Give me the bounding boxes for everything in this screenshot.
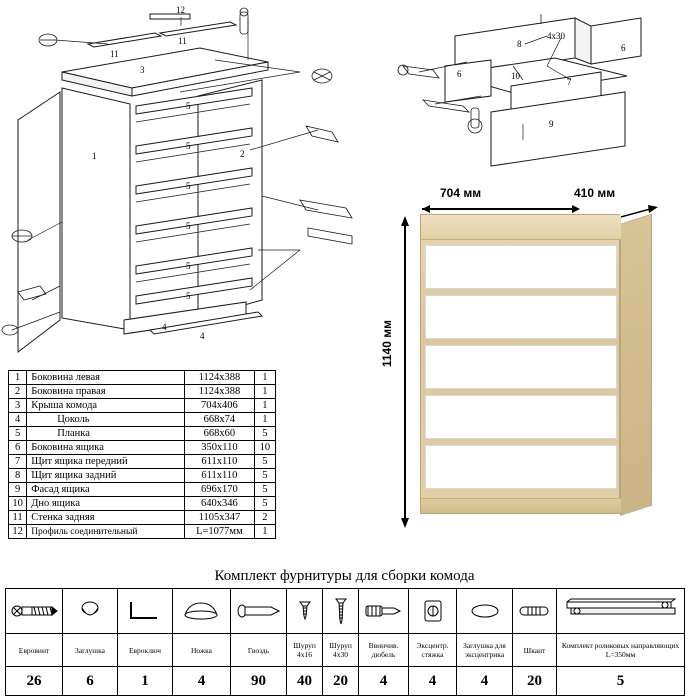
- part-dim: 1105х347: [185, 511, 255, 525]
- drawer-4[interactable]: [425, 395, 617, 439]
- hardware-qty-leg: 4: [173, 667, 231, 696]
- table-row: [9, 469, 276, 483]
- part-dim: 611х110: [185, 455, 255, 469]
- drawer-3[interactable]: [425, 345, 617, 389]
- part-no: 9: [9, 483, 27, 497]
- nail-icon-cell: [231, 589, 287, 634]
- label-5-b: 5: [186, 141, 191, 151]
- hardware-name-screw-4x16: Шуруп 4х16: [287, 634, 323, 667]
- cam-cap-icon: [468, 602, 502, 620]
- label-5-e: 5: [186, 261, 191, 271]
- hardware-qty-nail: 90: [231, 667, 287, 696]
- hardware-name-dowel-screw: Ввинчив. дюбель: [359, 634, 409, 667]
- part-qty: 1: [254, 525, 275, 539]
- part-qty: 1: [254, 385, 275, 399]
- part-no: 12: [9, 525, 27, 539]
- hardware-table: [5, 588, 685, 696]
- dowel-screw-icon-cell: [359, 589, 409, 634]
- hardware-name-cam-cap: Заглушка для эксцентрика: [457, 634, 513, 667]
- hardware-name-slide-rail: Комплект роликовых направляющих L=350мм: [557, 634, 685, 667]
- table-row: [9, 483, 276, 497]
- hardware-qty-cam-lock: 4: [409, 667, 457, 696]
- part-name: Крыша комода: [27, 399, 185, 413]
- label-4x30: 4x30: [547, 31, 565, 41]
- part-name: Щит ящика передний: [27, 455, 185, 469]
- part-qty: 5: [254, 497, 275, 511]
- hardware-quantities-row: [6, 667, 685, 696]
- part-dim: 350х110: [185, 441, 255, 455]
- part-name: Профиль соединительный: [27, 525, 185, 539]
- table-row: [9, 497, 276, 511]
- label-4-b: 4: [200, 331, 205, 341]
- allen-key-icon-cell: [118, 589, 173, 634]
- parts-list-body: [9, 371, 276, 539]
- hardware-qty-euro-screw: 26: [6, 667, 63, 696]
- parts-list-table: [8, 370, 276, 539]
- chest-top-panel: [421, 215, 621, 240]
- part-dim: 1124х388: [185, 371, 255, 385]
- carcass-line-art: [0, 0, 370, 365]
- drawer-1[interactable]: [425, 245, 617, 289]
- cap-icon: [75, 600, 105, 622]
- hardware-name-nail: Гвоздь: [231, 634, 287, 667]
- exploded-view-carcass: [0, 0, 370, 360]
- hardware-name-euro-screw: Еврoвинт: [6, 634, 63, 667]
- part-qty: 10: [254, 441, 275, 455]
- label-6-right: 6: [621, 43, 626, 53]
- label-10: 10: [511, 71, 520, 81]
- label-12: 12: [176, 5, 185, 15]
- part-name: Боковина левая: [27, 371, 185, 385]
- label-5-d: 5: [186, 221, 191, 231]
- leg-icon: [179, 599, 225, 623]
- label-3: 3: [140, 65, 145, 75]
- chest-right-side: [620, 214, 652, 516]
- table-row: [9, 385, 276, 399]
- screw-4x16-icon-cell: [287, 589, 323, 634]
- part-dim: 696х170: [185, 483, 255, 497]
- table-row: [9, 427, 276, 441]
- cam-lock-icon-cell: [409, 589, 457, 634]
- screw-4x30-icon-cell: [323, 589, 359, 634]
- drawer-2[interactable]: [425, 295, 617, 339]
- hardware-names-row: [6, 634, 685, 667]
- part-qty: 5: [254, 469, 275, 483]
- part-dim: L=1077мм: [185, 525, 255, 539]
- hardware-name-cam-lock: Эксцентр. стяжка: [409, 634, 457, 667]
- part-dim: 704х406: [185, 399, 255, 413]
- drawer-line-art: [395, 0, 685, 170]
- part-dim: 668х74: [185, 413, 255, 427]
- leg-icon-cell: [173, 589, 231, 634]
- label-6-left: 6: [457, 69, 462, 79]
- part-name: Фасад ящика: [27, 483, 185, 497]
- part-dim: 668х60: [185, 427, 255, 441]
- hardware-qty-screw-4x30: 20: [323, 667, 359, 696]
- part-dim: 611х110: [185, 469, 255, 483]
- part-qty: 1: [254, 371, 275, 385]
- table-row: [9, 441, 276, 455]
- label-5-c: 5: [186, 181, 191, 191]
- dowel-icon-cell: [513, 589, 557, 634]
- euro-screw-icon-cell: [6, 589, 63, 634]
- exploded-view-drawer: [395, 0, 685, 170]
- hardware-name-allen: Еврoключ: [118, 634, 173, 667]
- part-name: Боковина правая: [27, 385, 185, 399]
- label-1: 1: [92, 151, 97, 161]
- label-11-b: 11: [178, 36, 187, 46]
- slide-rail-icon: [561, 596, 681, 626]
- hardware-section-title: Комплект фурнитуры для сборки комода: [214, 568, 475, 584]
- part-name: Дно ящика: [27, 497, 185, 511]
- part-no: 5: [9, 427, 27, 441]
- part-qty: 5: [254, 427, 275, 441]
- cam-cap-icon-cell: [457, 589, 513, 634]
- part-name: Планка: [27, 427, 185, 441]
- hardware-qty-cam-cap: 4: [457, 667, 513, 696]
- hardware-name-dowel: Шкант: [513, 634, 557, 667]
- dimension-width-label: 704 мм: [440, 186, 482, 200]
- screw-4x16-icon: [290, 600, 320, 622]
- part-no: 10: [9, 497, 27, 511]
- part-name: Боковина ящика: [27, 441, 185, 455]
- hardware-qty-slide-rail: 5: [557, 667, 685, 696]
- part-no: 4: [9, 413, 27, 427]
- part-dim: 640х346: [185, 497, 255, 511]
- part-no: 8: [9, 469, 27, 483]
- dowel-screw-icon: [362, 601, 406, 621]
- label-11-a: 11: [110, 49, 119, 59]
- part-no: 3: [9, 399, 27, 413]
- hardware-name-leg: Ножка: [173, 634, 231, 667]
- part-qty: 5: [254, 483, 275, 497]
- hardware-qty-cap: 6: [63, 667, 118, 696]
- table-row: [9, 525, 276, 539]
- part-qty: 5: [254, 455, 275, 469]
- hardware-name-cap: Заглушка: [63, 634, 118, 667]
- part-qty: 2: [254, 511, 275, 525]
- dimension-height-arrows: [398, 212, 412, 532]
- cam-lock-icon: [420, 598, 446, 624]
- slide-rail-icon-cell: [557, 589, 685, 634]
- label-9: 9: [549, 119, 554, 129]
- label-4-a: 4: [162, 322, 167, 332]
- cap-icon-cell: [63, 589, 118, 634]
- table-row: [9, 371, 276, 385]
- drawer-5[interactable]: [425, 445, 617, 489]
- hardware-qty-allen: 1: [118, 667, 173, 696]
- product-photo-with-dimensions: [378, 186, 678, 550]
- hardware-qty-dowel: 20: [513, 667, 557, 696]
- hardware-qty-dowel-screw: 4: [359, 667, 409, 696]
- label-7: 7: [567, 77, 572, 87]
- hardware-icons-row: [6, 589, 685, 634]
- hardware-qty-screw-4x16: 40: [287, 667, 323, 696]
- dimension-height-label: 1140 мм: [380, 320, 394, 368]
- part-qty: 1: [254, 413, 275, 427]
- euro-screw-icon: [9, 601, 59, 621]
- dowel-icon: [518, 602, 552, 620]
- part-qty: 1: [254, 399, 275, 413]
- label-5-a: 5: [186, 101, 191, 111]
- part-no: 2: [9, 385, 27, 399]
- label-5-f: 5: [186, 291, 191, 301]
- part-no: 1: [9, 371, 27, 385]
- part-no: 11: [9, 511, 27, 525]
- part-name: Щит ящика задний: [27, 469, 185, 483]
- label-8: 8: [517, 39, 522, 49]
- part-no: 7: [9, 455, 27, 469]
- part-name: Цоколь: [27, 413, 185, 427]
- hardware-name-screw-4x30: Шуруп 4х30: [323, 634, 359, 667]
- part-name: Стенка задняя: [27, 511, 185, 525]
- dimension-depth-label: 410 мм: [574, 186, 616, 200]
- part-no: 6: [9, 441, 27, 455]
- screw-4x30-icon: [326, 597, 356, 625]
- chest-plinth: [421, 498, 621, 513]
- table-row: [9, 399, 276, 413]
- allen-key-icon: [125, 598, 165, 624]
- table-row: [9, 511, 276, 525]
- label-2: 2: [240, 149, 245, 159]
- chest-front-body: [420, 214, 620, 514]
- part-dim: 1124х388: [185, 385, 255, 399]
- table-row: [9, 455, 276, 469]
- table-row: [9, 413, 276, 427]
- nail-icon: [236, 601, 282, 621]
- chest-of-drawers-render: [420, 214, 652, 526]
